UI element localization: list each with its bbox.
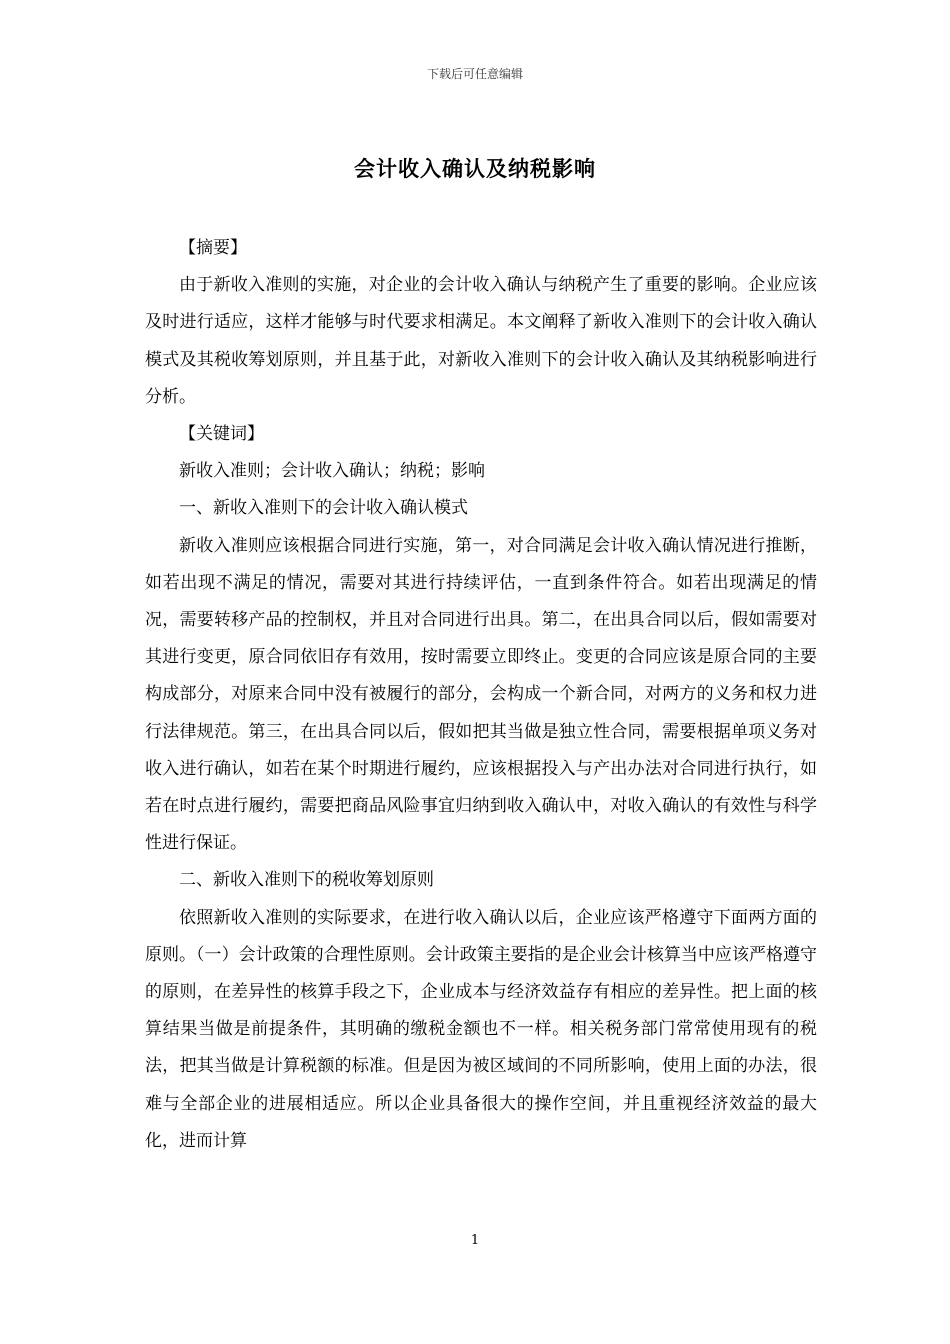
keywords-heading: 【关键词】 [179,424,264,445]
section-2-heading: 二、新收入准则下的税收筹划原则 [179,870,434,891]
section-1-paragraph: 新收入准则应该根据合同进行实施，第一，对合同满足会计收入确认情况进行推断，如若出现不满足的情况，需要对其进行持续评估，一直到条件符合。如若出现满足的情况，需要转移产品的控制权，并且对合同进行出具。第二，在出具合同以后，假如需要对其进行变更，原合同依旧存有效用，按时需要立即终止。变更的合同应该是原合同的主要构成部分，对原来合同中没有被履行的部分，会构成一个新合同，对两方的义务和权力进行法律规范。第三，在出具合同以后，假如把其当做是独立性合同，需要根据单项义务对收入进行确认，如若在某个时期进行履约，应该根据投入与产出办法对合同进行执行，如若在时点进行履约，需要把商品风险事宜归纳到收入确认中，对收入确认的有效性与科学性进行保证。 [145,535,817,854]
document-title: 会计收入确认及纳税影响 [354,156,596,181]
keywords-paragraph: 新收入准则；会计收入确认；纳税；影响 [179,461,485,482]
abstract-heading: 【摘要】 [179,238,247,258]
abstract-paragraph: 由于新收入准则的实施，对企业的会计收入确认与纳税产生了重要的影响。企业应该及时进行适应，这样才能够与时代要求相满足。本文阐释了新收入准则下的会计收入确认模式及其税收筹划原则，并且基于此，对新收入准则下的会计收入确认及其纳税影响进行分析。 [145,275,817,407]
section-2-paragraph: 依照新收入准则的实际要求，在进行收入确认以后，企业应该严格遵守下面两方面的原则。（一）会计政策的合理性原则。会计政策主要指的是企业会计核算当中应该严格遵守的原则，在差异性的核算手段之下，企业成本与经济效益存有相应的差异性。把上面的核算结果当做是前提条件，其明确的缴税金额也不一样。相关税务部门常常使用现有的税法，把其当做是计算税额的标准。但是因为被区域间的不同所影响，使用上面的办法，很难与全部企业的进展相适应。所以企业具备很大的操作空间，并且重视经济效益的最大化，进而计算 [145,907,817,1151]
section-1-heading: 一、新收入准则下的会计收入确认模式 [179,498,468,519]
document-body [145,230,817,1160]
header-note: 下载后可任意编辑 [426,67,523,81]
page-number: 1 [470,1233,480,1248]
